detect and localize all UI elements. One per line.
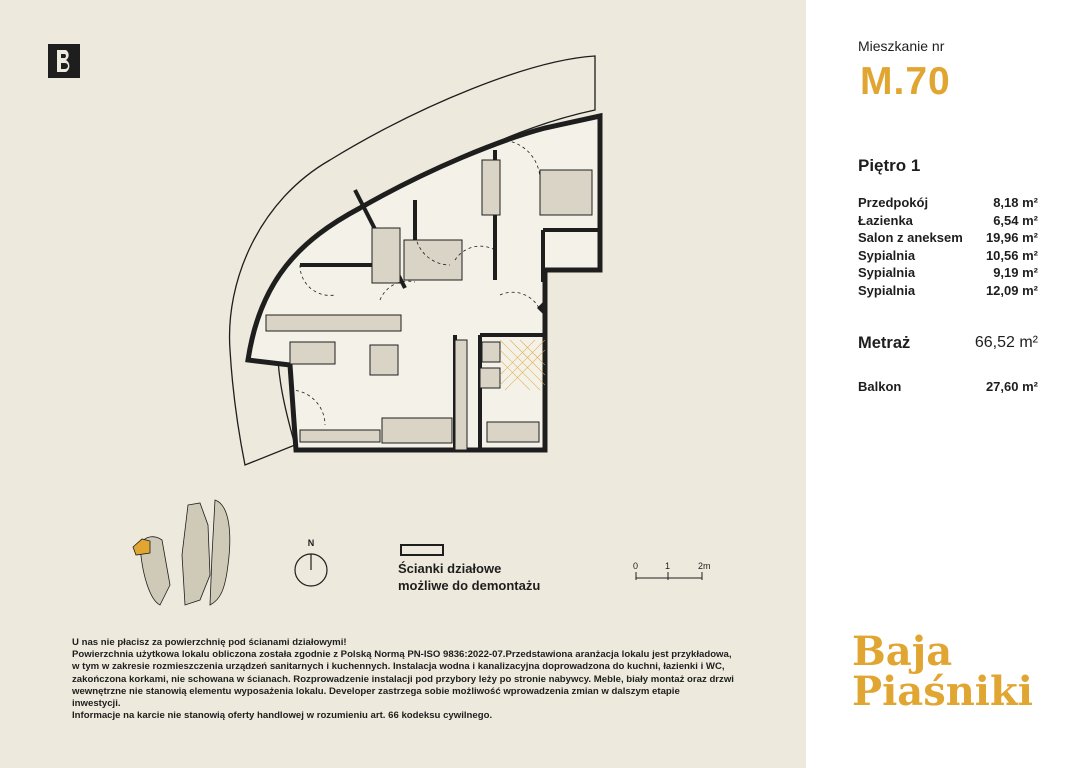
room-area: 10,56 m² <box>985 247 1038 263</box>
room-row <box>858 212 1038 230</box>
note-line: w tym w zakresie rozmieszczenia urządzeń sanitarnych i kuchennych. Instalacja wodna i kanalizacyjna doprowadzona do kuchni, łazienki i WC, <box>72 661 725 673</box>
compass-icon <box>293 552 329 588</box>
room-name: Salon z aneksem <box>858 230 963 245</box>
apartment-number: M.70 <box>860 60 951 103</box>
room-area: 9,19 m² <box>993 265 1038 280</box>
balcony-label: Balkon <box>858 379 902 394</box>
scale-label-2: 2m <box>698 561 711 571</box>
note-line: Informacje na karcie nie stanowią oferty handlowej w rozumieniu art. 66 kodeksu cywilnego. <box>72 710 493 722</box>
balcony-value: 27,60 m² <box>985 379 1038 394</box>
developer-logo <box>48 44 80 78</box>
room-row <box>858 194 1038 212</box>
scale-label-0: 0 <box>633 561 639 571</box>
building-key-plan <box>130 495 240 615</box>
note-line: zakończona korkami, nie schowana w ścianach. Rozprowadzenie instalacji pod przybory leży po stronie nabywcy. Meble, biały montaż oraz drzwi <box>72 673 734 685</box>
total-area-row <box>858 334 1038 353</box>
balcony-row <box>858 379 1038 394</box>
scale-bar <box>630 561 716 591</box>
room-name: Łazienka <box>858 212 913 228</box>
legend-line-1: Ścianki działowe <box>398 561 502 576</box>
scale-line <box>630 571 716 581</box>
room-row <box>858 247 1038 265</box>
room-name: Sypialnia <box>858 282 916 298</box>
brand-line-2: Piaśniki <box>852 668 1033 715</box>
brand-line-1: Baja <box>852 628 953 675</box>
room-area: 12,09 m² <box>985 282 1038 298</box>
room-name: Sypialnia <box>858 247 916 263</box>
legend-line-2: możliwe do demontażu <box>398 578 541 593</box>
room-area: 6,54 m² <box>993 212 1038 228</box>
floor-plan <box>200 50 620 480</box>
room-row <box>858 229 1038 247</box>
legend-text <box>398 560 540 594</box>
note-line: U nas nie płacisz za powierzchnię pod ścianami działowymi! <box>72 637 347 648</box>
total-area-value: 66,52 m² <box>974 334 1038 351</box>
rooms-list <box>858 194 1038 299</box>
note-line: inwestycji. <box>72 698 121 710</box>
room-row <box>858 264 1038 282</box>
north-compass <box>293 540 329 588</box>
scale-label-1: 1 <box>665 561 671 571</box>
room-area: 19,96 m² <box>985 230 1038 245</box>
brand-logo <box>852 628 1033 715</box>
room-name: Przedpokój <box>858 195 929 210</box>
total-area-label: Metraż <box>858 334 911 352</box>
note-line: Powierzchnia użytkowa lokalu obliczona została zgodnie z Polską Normą PN-ISO 9836:2022-07.Przedstawiona aranżacja lokalu jest przykładowa, <box>72 649 732 661</box>
room-area: 8,18 m² <box>993 195 1038 210</box>
compass-north-label: N <box>307 538 315 548</box>
floor-label: Piętro 1 <box>858 156 921 175</box>
room-name: Sypialnia <box>858 265 916 280</box>
apartment-label: Mieszkanie nr <box>858 38 945 54</box>
note-line: wewnętrzne nie stanowią elementu wyposażenia lokalu. Developer zastrzega sobie możliwość wprowadzenia zmian w dalszym etapie <box>72 685 680 697</box>
legal-notes <box>72 637 762 722</box>
legend-partition-wall-swatch <box>400 544 444 556</box>
room-row <box>858 282 1038 300</box>
